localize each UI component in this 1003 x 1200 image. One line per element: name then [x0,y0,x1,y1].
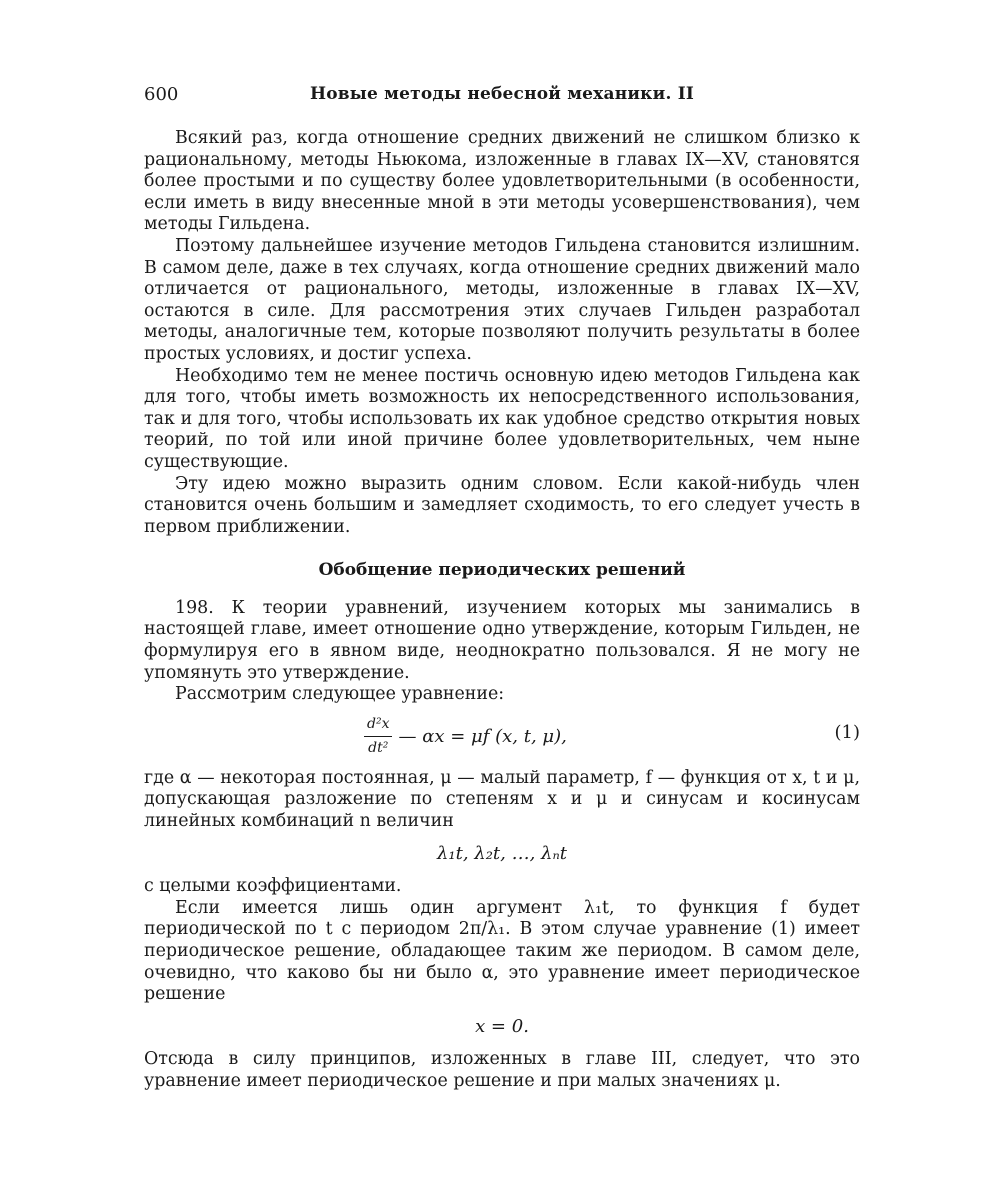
running-head [144,84,860,108]
paragraph-2: Поэтому дальнейшее изучение методов Гильдена становится излишним. В самом деле, даже в тех случаях, когда отношение средних движений мало отличается от рационального, методы, изложенные в главах IX—XV, остаются в силе. Для рассмотрения этих случаев Гильден разработал методы, аналогичные тем, которые позволяют получить результаты в более простых условиях, и достиг успеха. [144,235,860,364]
paragraph-8: с целыми коэффициентами. [144,876,402,897]
equation-1-number: (1) [834,721,860,743]
section-heading: Обобщение периодических решений [318,560,686,581]
equation-1-numerator: d²x [364,714,392,738]
paragraph-1: Всякий раз, когда отношение средних движений не слишком близко к рациональному, методы Ньюкома, изложенные в главах IX—XV, становятся более простыми и по существу более удовлетворительными (в особенности, если иметь в виду внесенные мной в эти методы усовершенствования), чем методы Гильдена. [144,128,860,235]
paragraph-3: Необходимо тем не менее постичь основную идею методов Гильдена как для того, чтобы иметь возможность их непосредственного использования, так и для того, чтобы использовать их как удобное средство открытия новых теорий, по той или иной причине более удовлетворительных, чем ныне существующие. [144,365,860,472]
page-number: 600 [144,84,179,105]
equation-3: x = 0. [475,1015,529,1037]
paragraph-6: Рассмотрим следующее уравнение: [175,684,505,705]
equation-1 [144,710,860,762]
paragraph-9: Если имеется лишь один аргумент λ₁t, то функция f будет периодической по t с периодом 2π/λ₁. В этом случае уравнение (1) имеет периодическое решение, обладающее таким же периодом. В самом деле, очевидно, что каково бы ни было α, это уравнение имеет периодическое решение [144,897,860,1005]
paragraph-4: Эту идею можно выразить одним словом. Если какой-нибудь член становится очень большим и замедляет сходимость, то его следует учесть в первом приближении. [144,473,860,537]
main-text [144,128,860,1093]
equation-1-formula [364,714,567,760]
paragraph-7: где α — некоторая постоянная, μ — малый параметр, f — функция от x, t и μ, допускающая разложение по степеням x и μ и синусам и косинусам линейных комбинаций n величин [144,767,860,832]
equation-1-denominator: dt² [368,740,389,757]
running-title: Новые методы небесной механики. II [309,84,695,104]
equation-1-rest: — αx = μf (x, t, μ), [398,726,567,748]
equation-1-fraction [364,714,392,760]
paragraph-10: Отсюда в силу принципов, изложенных в главе III, следует, что это уравнение имеет периодическое решение и при малых значениях μ. [144,1049,860,1091]
equation-2: λ₁t, λ₂t, …, λₙt [437,842,567,864]
paragraph-5: 198. К теории уравнений, изучением которых мы занимались в настоящей главе, имеет отношение одно утверждение, которым Гильден, не формулируя его в явном виде, неоднократно пользовался. Я не могу не упомянуть это утверждение. [144,597,860,683]
